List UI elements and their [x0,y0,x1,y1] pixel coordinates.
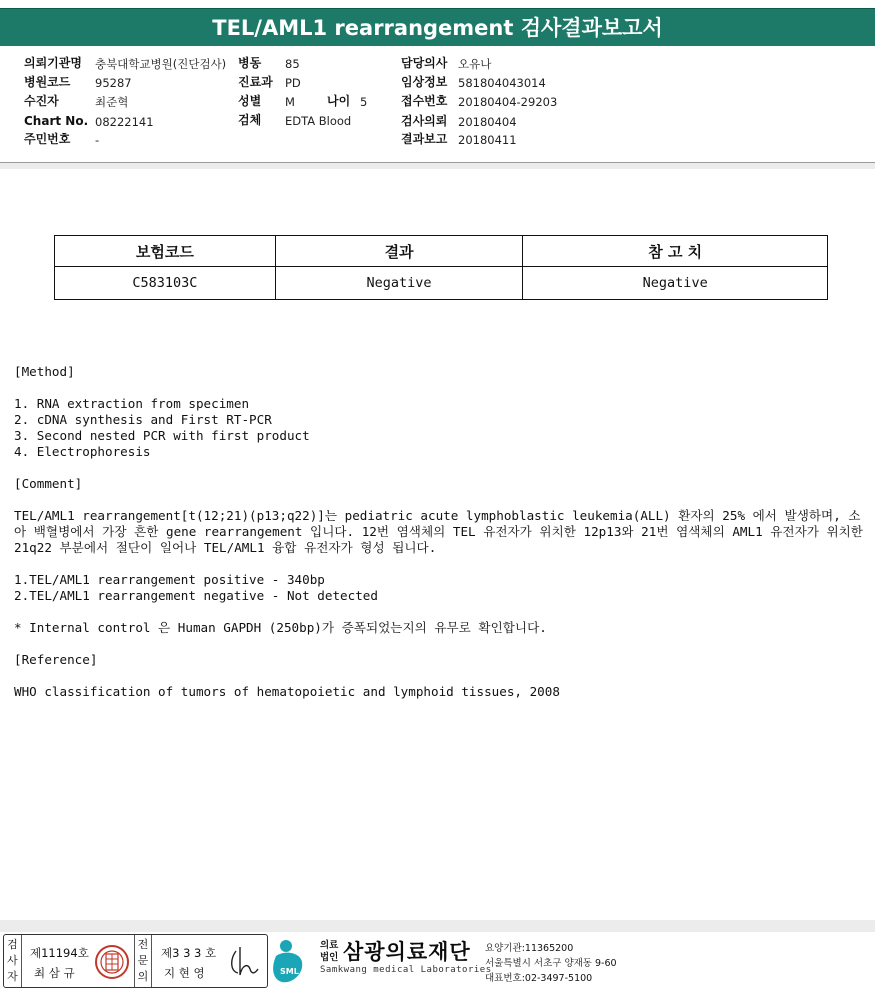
report-title: TEL/AML1 rearrangement 검사결과보고서 [0,8,875,46]
org-name: 삼광의료재단 [343,940,471,964]
internal-control-note: * Internal control 은 Human GAPDH (250bp)가 증폭되었는지의 유무로 확인합니다. [14,620,547,635]
hospital-code-label: 병원코드 [24,75,71,89]
reviewer-name: 지 현 영 [164,966,205,980]
id-value: - [95,133,100,147]
report-date-label: 결과보고 [401,132,448,146]
reviewer-signature-icon [226,941,266,981]
reviewer-label-text: 전문의 [137,938,149,983]
ward-value: 85 [285,57,300,71]
logo-text: SML [280,967,299,976]
doctor-label: 담당의사 [401,56,448,70]
clinical-info-label: 임상정보 [401,75,448,89]
age-label: 나이 [327,94,351,108]
tester-number: 제11194호 [30,946,89,960]
tester-seal-icon [94,944,130,980]
result-table [54,235,828,300]
org-prefix-line2: 법인 [320,952,339,963]
sex-label: 성별 [238,94,262,108]
reviewer-number: 제3 3 3 호 [161,946,217,960]
header-shadow [0,163,875,169]
method-item: 4. Electrophoresis [14,444,151,459]
header-insurance-code: 보험코드 [55,236,276,267]
chart-value: 08222141 [95,115,154,129]
cell-result: Negative [275,267,523,300]
method-item: 1. RNA extraction from specimen [14,396,250,411]
table-row [55,267,828,300]
chart-label: Chart No. [24,114,89,128]
comment-paragraph: TEL/AML1 rearrangement[t(12;21)(p13;q22)]는 pediatric acute lymphoblastic leukemia(ALL) 환자의 25% 에서 발생하며, 소아 백혈병에서 가장 흔한 gene rearrangement 입니다. 12번 염색체의 TEL 유전자가 위치한 12p13와 21번 염색체의 AML1 유전자가 위치한 21q22 부분에서 절단이 일어나 TEL/AML1 융합 유전자가 형성 됩니다. [14,508,871,555]
header-reference: 참 고 치 [523,236,828,267]
tester-label [4,935,22,987]
ward-label: 병동 [238,56,262,70]
id-label: 주민번호 [24,132,71,146]
request-value: 20180404 [458,115,517,129]
method-item: 2. cDNA synthesis and First RT-PCR [14,412,272,427]
reviewer-label [134,935,152,987]
org-phone: 대표번호:02-3497-5100 [485,973,593,984]
report-body [14,364,871,700]
org-address: 서울특별시 서초구 양재동 9-60 [485,958,617,969]
org-code: 요양기관:11365200 [485,943,574,954]
tester-label-text: 검사자 [7,938,18,983]
clinical-info-value: 581804043014 [458,76,546,90]
specimen-label: 검체 [238,113,262,127]
hospital-code-value: 95287 [95,76,132,90]
sex-value: M [285,95,295,109]
header-result: 결과 [275,236,523,267]
comment-item: 1.TEL/AML1 rearrangement positive - 340bp [14,572,325,587]
table-header-row [55,236,828,267]
signature-box [3,934,268,988]
institution-value: 충북대학교병원(진단검사) [95,57,227,71]
specimen-value: EDTA Blood [285,114,352,128]
doctor-value: 오유나 [458,57,492,71]
patient-label: 수진자 [24,94,59,108]
method-item: 3. Second nested PCR with first product [14,428,310,443]
comment-heading: [Comment] [14,476,83,491]
cell-reference: Negative [523,267,828,300]
request-label: 검사의뢰 [401,114,448,128]
receipt-value: 20180404-29203 [458,95,558,109]
age-value: 5 [360,95,368,109]
institution-label: 의뢰기관명 [24,56,82,70]
org-prefix [320,940,338,964]
comment-item: 2.TEL/AML1 rearrangement negative - Not detected [14,588,378,603]
method-heading: [Method] [14,364,75,379]
tester-name: 최 삼 규 [34,966,75,980]
org-prefix-line1: 의료 [320,940,339,951]
footer-band [0,920,875,932]
reference-heading: [Reference] [14,652,98,667]
receipt-label: 접수번호 [401,94,448,108]
cell-insurance-code: C583103C [55,267,276,300]
report-date-value: 20180411 [458,133,517,147]
department-label: 진료과 [238,75,273,89]
org-english-name: Samkwang medical Laboratories [320,965,492,975]
patient-value: 최준혁 [95,95,129,109]
department-value: PD [285,76,301,90]
reference-text: WHO classification of tumors of hematopoietic and lymphoid tissues, 2008 [14,684,560,699]
